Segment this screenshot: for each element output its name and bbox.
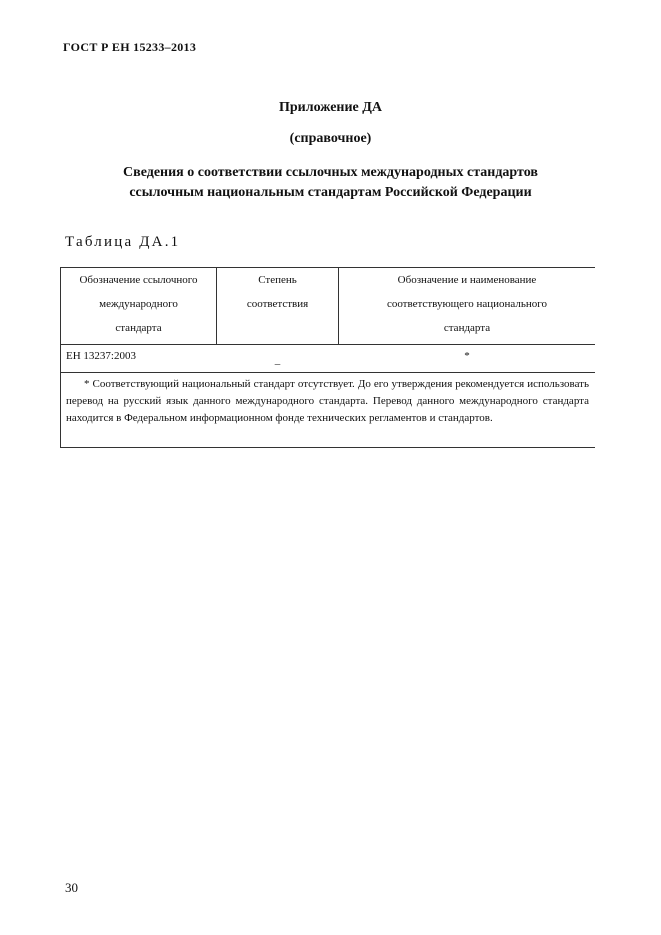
standards-table bbox=[60, 267, 595, 448]
table-cell-national: * bbox=[464, 350, 470, 362]
table-caption: Таблица ДА.1 bbox=[65, 234, 181, 250]
appendix-heading bbox=[0, 163, 661, 203]
appendix-heading-line-1: Сведения о соответствии ссылочных международных стандартов bbox=[123, 165, 538, 180]
header-text: Обозначение и наименование bbox=[397, 274, 537, 286]
appendix-title: Приложение ДА bbox=[278, 100, 383, 115]
appendix-heading-line-2: ссылочным национальным стандартам Российской Федерации bbox=[129, 185, 532, 200]
document-code: ГОСТ Р ЕН 15233–2013 bbox=[63, 40, 197, 54]
header-cell-degree bbox=[217, 268, 338, 316]
header-text: стандарта bbox=[443, 322, 491, 334]
header-text: международного bbox=[99, 298, 178, 310]
header-text: Степень bbox=[258, 274, 297, 286]
header-cell-international-standard bbox=[61, 268, 216, 340]
header-text: стандарта bbox=[115, 322, 162, 334]
header-cell-national-standard bbox=[339, 268, 595, 340]
table-cell-degree: – bbox=[274, 358, 281, 370]
header-text: соответствия bbox=[246, 298, 309, 310]
appendix-subtitle: (справочное) bbox=[289, 131, 372, 146]
header-text: Обозначение ссылочного bbox=[79, 274, 198, 286]
table-cell-standard-code: ЕН 13237:2003 bbox=[66, 350, 136, 362]
table-footnote: * Соответствующий национальный стандарт отсутствует. До его утверждения рекомендуется использовать перевод на русский язык данного международного стандарта. Перевод данного международного стандарта находится в Федеральном информационном фонде технических регламентов и стандартов. bbox=[66, 378, 589, 424]
page-number: 30 bbox=[65, 880, 78, 895]
header-text: соответствующего национального bbox=[386, 298, 548, 310]
